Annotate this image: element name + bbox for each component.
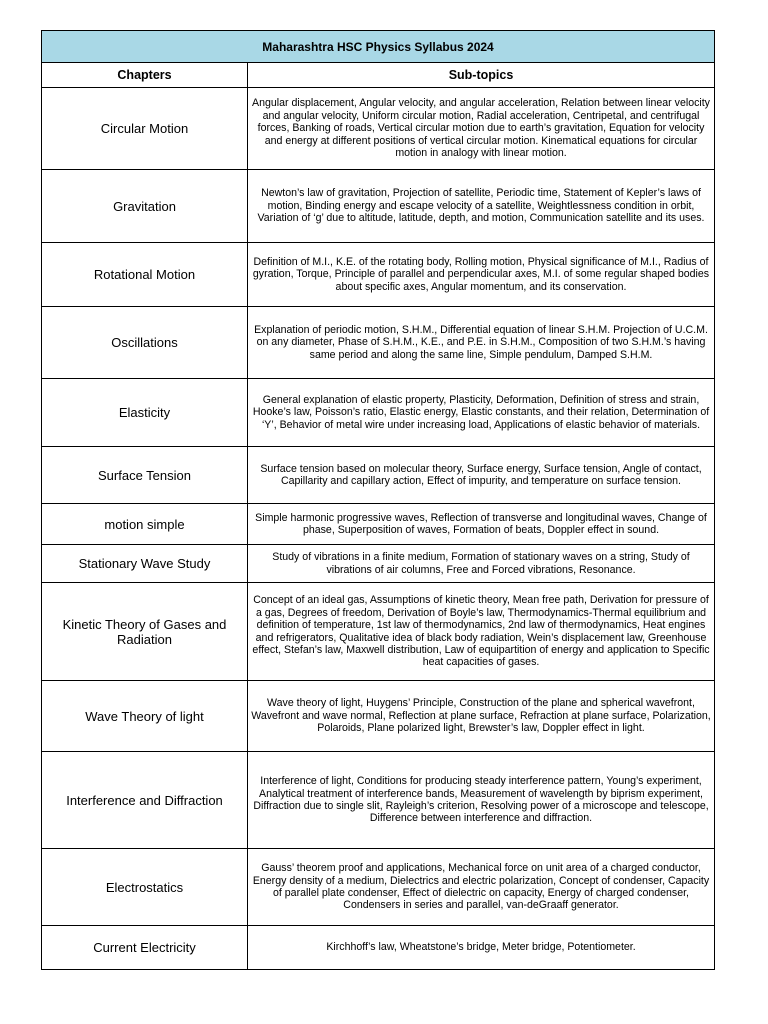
table-row: [42, 243, 715, 307]
subtopics-cell: Concept of an ideal gas, Assumptions of kinetic theory, Mean free path, Derivation for pressure of a gas, Degrees of freedom, Derivation of Boyle’s law, Thermodynamics-Thermal equilibrium and definition of temperature, 1st law of thermodynamics, 2nd law of thermodynamics, Heat engines and refrigerators, Qualitative idea of black body radiation, Wein’s displacement law, Greenhouse effect, Stefan’s law, Maxwell distribution, Law of equipartition of energy and application to Specific heat capacities of gases.: [248, 583, 715, 681]
table-row: [42, 307, 715, 379]
table-row: [42, 88, 715, 170]
chapter-cell: Elasticity: [42, 379, 248, 447]
syllabus-table: [41, 30, 715, 970]
subtopics-cell: Surface tension based on molecular theory, Surface energy, Surface tension, Angle of contact, Capillarity and capillary action, Effect of impurity, and temperature on surface tension.: [248, 447, 715, 504]
subtopics-cell: Interference of light, Conditions for producing steady interference pattern, Young’s experiment, Analytical treatment of interference bands, Measurement of wavelength by biprism experiment, Diffraction due to single slit, Rayleigh’s criterion, Resolving power of a microscope and telescope, Difference between interference and diffraction.: [248, 752, 715, 849]
subtopics-cell: Wave theory of light, Huygens’ Principle, Construction of the plane and spherical wavefront, Wavefront and wave normal, Reflection at plane surface, Refraction at plane surface, Polarization, Polaroids, Plane polarized light, Brewster’s law, Doppler effect in light.: [248, 681, 715, 752]
subtopics-cell: Angular displacement, Angular velocity, and angular acceleration, Relation between linear velocity and angular velocity, Uniform circular motion, Radial acceleration, Centripetal, and centrifugal forces, Banking of roads, Vertical circular motion due to earth’s gravitation, Equation for velocity and energy at different positions of vertical circular motion. Kinematical equations for circular motion in analogy with linear motion.: [248, 88, 715, 170]
chapter-cell: Surface Tension: [42, 447, 248, 504]
chapter-cell: Current Electricity: [42, 926, 248, 970]
chapter-cell: Electrostatics: [42, 849, 248, 926]
subtopics-cell: Kirchhoff’s law, Wheatstone’s bridge, Meter bridge, Potentiometer.: [248, 926, 715, 970]
table-row: [42, 447, 715, 504]
subtopics-cell: General explanation of elastic property, Plasticity, Deformation, Definition of stress and strain, Hooke’s law, Poisson’s ratio, Elastic energy, Elastic constants, and their relation, Determination of ‘Y’, Behavior of metal wire under increasing load, Applications of elastic behavior of materials.: [248, 379, 715, 447]
subtopics-cell: Simple harmonic progressive waves, Reflection of transverse and longitudinal waves, Change of phase, Superposition of waves, Formation of beats, Doppler effect in sound.: [248, 504, 715, 545]
column-header-subtopics: Sub-topics: [248, 63, 715, 88]
subtopics-cell: Newton’s law of gravitation, Projection of satellite, Periodic time, Statement of Kepler’s laws of motion, Binding energy and escape velocity of a satellite, Weightlessness condition in orbit, Variation of ‘g’ due to altitude, latitude, depth, and motion, Communication satellite and its uses.: [248, 170, 715, 243]
chapter-cell: Stationary Wave Study: [42, 545, 248, 583]
table-title: Maharashtra HSC Physics Syllabus 2024: [42, 31, 715, 63]
table-row: [42, 681, 715, 752]
column-header-chapters: Chapters: [42, 63, 248, 88]
title-row: [42, 31, 715, 63]
subtopics-cell: Explanation of periodic motion, S.H.M., Differential equation of linear S.H.M. Projection of U.C.M. on any diameter, Phase of S.H.M., K.E., and P.E. in S.H.M., Composition of two S.H.M.’s having same period and along the same line, Simple pendulum, Damped S.H.M.: [248, 307, 715, 379]
table-row: [42, 752, 715, 849]
chapter-cell: Kinetic Theory of Gases and Radiation: [42, 583, 248, 681]
table-row: [42, 926, 715, 970]
syllabus-sheet: [41, 30, 714, 970]
subtopics-cell: Gauss’ theorem proof and applications, Mechanical force on unit area of a charged conductor, Energy density of a medium, Dielectrics and electric polarization, Concept of condenser, Capacity of parallel plate condenser, Effect of dielectric on capacity, Energy of charged condenser, Condensers in series and parallel, van-deGraaff generator.: [248, 849, 715, 926]
chapter-cell: Oscillations: [42, 307, 248, 379]
subtopics-cell: Study of vibrations in a finite medium, Formation of stationary waves on a string, Study of vibrations of air columns, Free and Forced vibrations, Resonance.: [248, 545, 715, 583]
table-row: [42, 583, 715, 681]
chapter-cell: Gravitation: [42, 170, 248, 243]
table-row: [42, 849, 715, 926]
chapter-cell: Wave Theory of light: [42, 681, 248, 752]
header-row: [42, 63, 715, 88]
chapter-cell: Interference and Diffraction: [42, 752, 248, 849]
chapter-cell: motion simple: [42, 504, 248, 545]
table-row: [42, 504, 715, 545]
chapter-cell: Rotational Motion: [42, 243, 248, 307]
table-row: [42, 170, 715, 243]
table-row: [42, 379, 715, 447]
chapter-cell: Circular Motion: [42, 88, 248, 170]
table-row: [42, 545, 715, 583]
subtopics-cell: Definition of M.I., K.E. of the rotating body, Rolling motion, Physical significance of M.I., Radius of gyration, Torque, Principle of parallel and perpendicular axes, M.I. of some regular shaped bodies about specific axes, Angular momentum, and its conservation.: [248, 243, 715, 307]
